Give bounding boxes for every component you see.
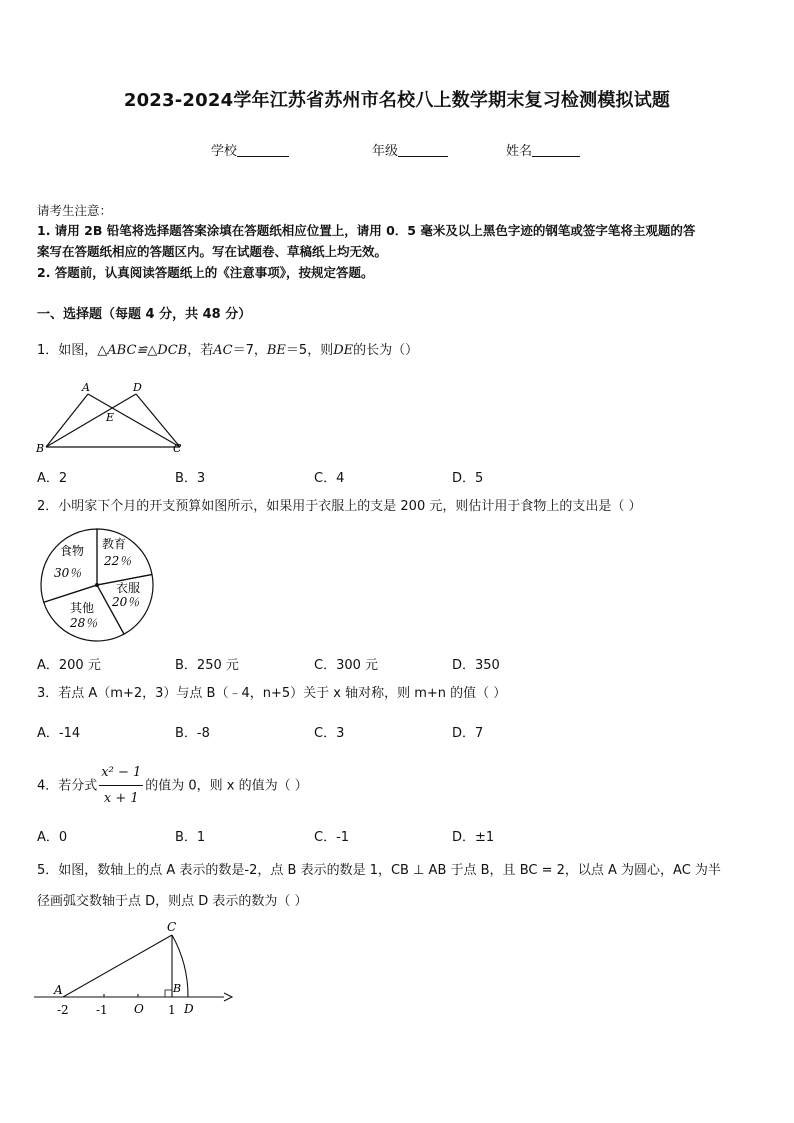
q1-be: BE	[266, 343, 286, 358]
q1-label-e: E	[106, 411, 115, 424]
q1-option-c[interactable]: C．4	[314, 471, 345, 486]
q1-condition: △ABC≌△DCB	[97, 343, 188, 358]
school-blank	[237, 143, 289, 157]
q3-option-d[interactable]: D．7	[452, 726, 484, 741]
name-field	[506, 140, 580, 159]
q1-label-b: B	[36, 442, 45, 455]
pie-label-food: 食物	[60, 544, 85, 558]
notice-heading: 请考生注意：	[37, 203, 113, 218]
q1-option-d[interactable]: D．5	[452, 471, 484, 486]
q5-label-d: D	[184, 1002, 194, 1016]
school-field	[211, 140, 289, 159]
tick-label-1: 1	[168, 1003, 176, 1017]
q4-option-b[interactable]: B．1	[175, 830, 206, 845]
q5-label-b: B	[173, 982, 182, 995]
grade-label: 年级	[372, 144, 399, 159]
question-2: 2．小明家下个月的开支预算如图所示，如果用于衣服上的支是 200 元，则估计用于食物上的支出是（ ）	[37, 499, 642, 514]
q3-option-c[interactable]: C．3	[314, 726, 345, 741]
q4-fraction	[99, 762, 143, 810]
q1-option-a[interactable]: A．2	[37, 471, 68, 486]
q4-prefix: 4．若分式	[37, 778, 98, 794]
q1-mid: ，若	[187, 343, 214, 358]
school-label: 学校	[211, 144, 238, 159]
pie-pct-other: 28％	[70, 616, 98, 630]
q1-de: DE	[333, 343, 354, 358]
q1-eq2: ＝5，则	[285, 343, 334, 358]
q4-option-c[interactable]: C．-1	[314, 830, 350, 845]
question-5-line-1: 5．如图，数轴上的点 A 表示的数是-2，点 B 表示的数是 1，CB ⊥ AB 于点 B，且 BC = 2，以点 A 为圆心，AC 为半	[37, 863, 721, 878]
q3-option-a[interactable]: A．-14	[37, 726, 81, 741]
q2-option-a[interactable]: A．200 元	[37, 658, 101, 673]
tick-label-origin: O	[134, 1002, 144, 1016]
arrow-icon	[224, 993, 232, 1001]
grade-field	[372, 140, 448, 159]
question-1	[37, 341, 418, 361]
q5-label-a: A	[54, 983, 63, 997]
tick-label-neg1: -1	[96, 1003, 108, 1017]
question-5-line-2: 径画弧交数轴于点 D，则点 D 表示的数为（ ）	[37, 894, 308, 909]
q2-pie-chart	[36, 528, 166, 644]
q1-label-d: D	[133, 381, 142, 394]
pie-label-clothing: 衣服	[116, 581, 141, 595]
q4-numerator: x² − 1	[99, 762, 143, 786]
q2-option-b[interactable]: B．250 元	[175, 658, 239, 673]
q1-label-c: C	[173, 442, 182, 455]
name-blank	[532, 143, 580, 157]
question-4	[37, 762, 308, 810]
page-title: 2023-2024学年江苏省苏州市名校八上数学期末复习检测模拟试题	[123, 90, 671, 111]
q4-option-a[interactable]: A．0	[37, 830, 68, 845]
name-label: 姓名	[506, 144, 533, 159]
q1-eq1: ＝7，	[232, 343, 267, 358]
pie-pct-food: 30％	[54, 566, 82, 580]
q5-label-c: C	[167, 920, 177, 934]
q3-option-b[interactable]: B．-8	[175, 726, 210, 741]
segment-ac	[63, 935, 172, 997]
q4-option-d[interactable]: D．±1	[452, 830, 495, 845]
q1-ac: AC	[213, 343, 233, 358]
q5-number-line-figure	[32, 918, 242, 1023]
section-heading: 一、选择题（每题 4 分，共 48 分）	[37, 307, 252, 322]
question-3: 3．若点 A（m+2，3）与点 B（﹣4，n+5）关于 x 轴对称，则 m+n 的值（ ）	[37, 686, 507, 701]
right-angle-mark	[165, 990, 172, 997]
q1-prefix: 1．如图，	[37, 343, 98, 358]
pie-label-other: 其他	[70, 601, 95, 615]
pie-pct-clothing: 20％	[112, 595, 140, 609]
q1-suffix: 的长为（）	[353, 343, 419, 358]
q4-denominator: x + 1	[103, 791, 139, 806]
pie-center-dot	[95, 583, 99, 587]
notice-line-1b: 案写在答题纸相应的答题区内。写在试题卷、草稿纸上均无效。	[37, 244, 388, 259]
q1-triangle-figure	[30, 378, 200, 458]
notice-line-1a: 1. 请用 2B 铅笔将选择题答案涂填在答题纸相应位置上，请用 0．5 毫米及以上黑色字迹的钢笔或签字笔将主观题的答	[37, 223, 696, 238]
q2-option-d[interactable]: D．350	[452, 658, 500, 673]
q2-option-c[interactable]: C．300 元	[314, 658, 379, 673]
tick-label-neg2: -2	[57, 1003, 69, 1017]
q1-option-b[interactable]: B．3	[175, 471, 206, 486]
pie-label-education: 教育	[102, 537, 127, 551]
q4-suffix: 的值为 0，则 x 的值为（ ）	[145, 778, 308, 794]
pie-pct-education: 22％	[104, 554, 132, 568]
q1-label-a: A	[82, 381, 90, 394]
notice-line-2: 2. 答题前，认真阅读答题纸上的《注意事项》，按规定答题。	[37, 265, 374, 280]
grade-blank	[398, 143, 448, 157]
